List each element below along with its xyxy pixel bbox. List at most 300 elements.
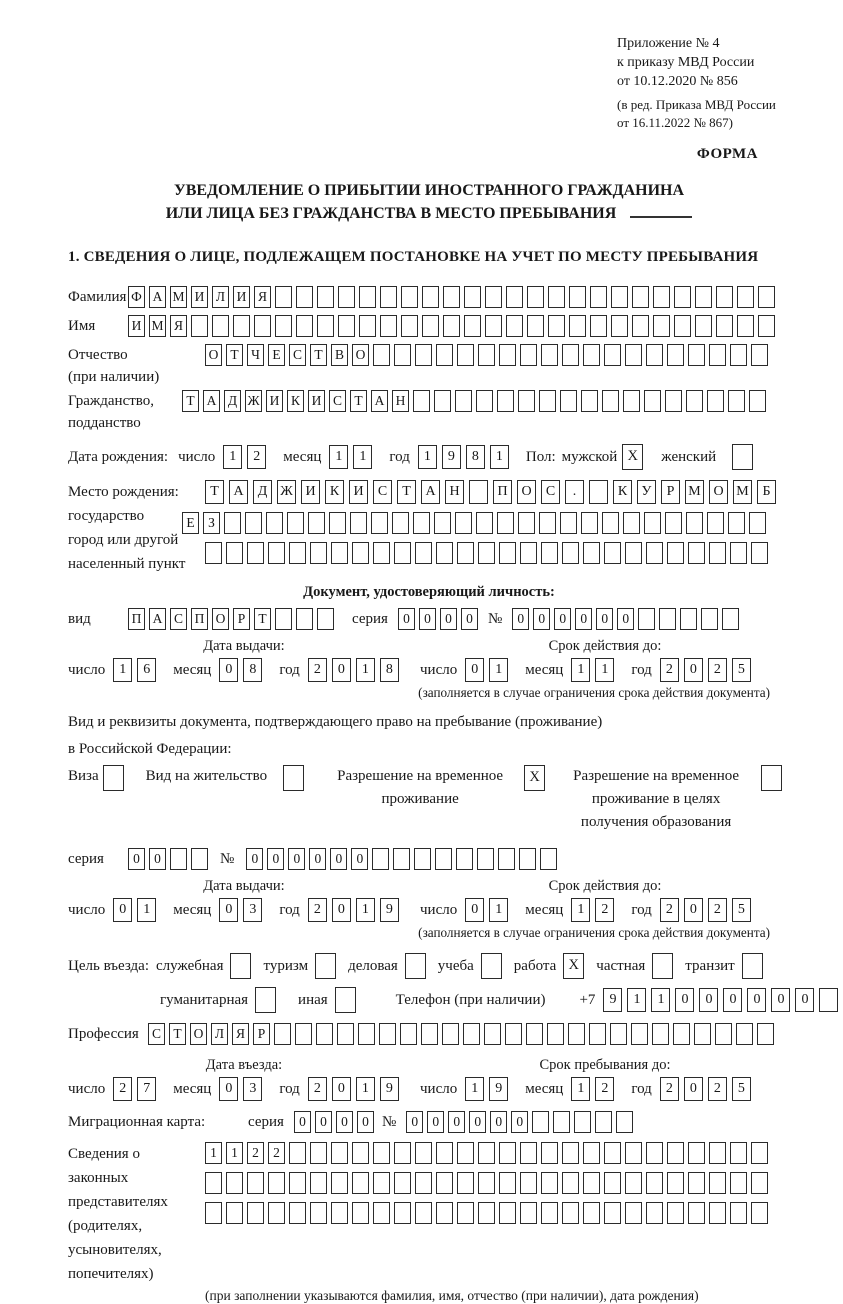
char-cell[interactable] <box>485 315 502 337</box>
char-cell[interactable] <box>499 1172 516 1194</box>
purpose-tourism-checkbox[interactable] <box>315 953 336 979</box>
char-cell[interactable] <box>667 1142 684 1164</box>
profession-cells[interactable] <box>148 1023 778 1045</box>
char-cell[interactable] <box>373 344 390 366</box>
char-cell[interactable] <box>520 542 537 564</box>
char-cell[interactable] <box>644 390 661 412</box>
char-cell[interactable] <box>373 1202 390 1224</box>
char-cell[interactable]: 1 <box>223 445 242 469</box>
purpose-other-checkbox[interactable] <box>335 987 356 1013</box>
char-cell[interactable]: И <box>349 480 368 504</box>
char-cell[interactable]: 0 <box>684 898 703 922</box>
char-cell[interactable] <box>716 286 733 308</box>
char-cell[interactable] <box>275 315 292 337</box>
char-cell[interactable] <box>667 542 684 564</box>
char-cell[interactable] <box>716 315 733 337</box>
char-cell[interactable] <box>709 542 726 564</box>
char-cell[interactable]: 0 <box>219 658 238 682</box>
char-cell[interactable] <box>205 1202 222 1224</box>
char-cell[interactable] <box>308 512 325 534</box>
char-cell[interactable] <box>667 344 684 366</box>
patronymic-cells[interactable] <box>205 344 772 366</box>
char-cell[interactable] <box>310 1172 327 1194</box>
char-cell[interactable] <box>434 512 451 534</box>
char-cell[interactable]: 0 <box>219 898 238 922</box>
char-cell[interactable] <box>602 512 619 534</box>
char-cell[interactable] <box>540 848 557 870</box>
char-cell[interactable]: А <box>421 480 440 504</box>
char-cell[interactable]: 1 <box>571 658 590 682</box>
char-cell[interactable] <box>688 1202 705 1224</box>
char-cell[interactable] <box>749 512 766 534</box>
visa-checkbox[interactable] <box>103 765 124 791</box>
char-cell[interactable]: 1 <box>571 898 590 922</box>
char-cell[interactable] <box>394 1202 411 1224</box>
char-cell[interactable] <box>560 390 577 412</box>
char-cell[interactable] <box>266 512 283 534</box>
char-cell[interactable]: Т <box>254 608 271 630</box>
char-cell[interactable] <box>595 1111 612 1133</box>
legal-representatives-row1[interactable] <box>205 1142 772 1164</box>
char-cell[interactable] <box>296 286 313 308</box>
char-cell[interactable] <box>289 542 306 564</box>
birth-place-row3[interactable] <box>205 542 781 564</box>
char-cell[interactable] <box>604 344 621 366</box>
char-cell[interactable]: Т <box>169 1023 186 1045</box>
char-cell[interactable]: Я <box>170 315 187 337</box>
char-cell[interactable] <box>604 1172 621 1194</box>
char-cell[interactable]: 9 <box>380 1077 399 1101</box>
char-cell[interactable]: 0 <box>219 1077 238 1101</box>
char-cell[interactable] <box>574 1111 591 1133</box>
char-cell[interactable] <box>562 1172 579 1194</box>
char-cell[interactable]: О <box>190 1023 207 1045</box>
char-cell[interactable] <box>352 1142 369 1164</box>
char-cell[interactable] <box>499 1142 516 1164</box>
doc-series-cells[interactable] <box>398 608 482 630</box>
char-cell[interactable]: Т <box>182 390 199 412</box>
purpose-business-checkbox[interactable] <box>405 953 426 979</box>
char-cell[interactable] <box>464 315 481 337</box>
char-cell[interactable] <box>401 315 418 337</box>
char-cell[interactable] <box>413 390 430 412</box>
char-cell[interactable]: С <box>373 480 392 504</box>
char-cell[interactable] <box>686 390 703 412</box>
char-cell[interactable] <box>476 390 493 412</box>
char-cell[interactable]: А <box>371 390 388 412</box>
char-cell[interactable]: М <box>685 480 704 504</box>
char-cell[interactable]: 2 <box>308 898 327 922</box>
char-cell[interactable] <box>707 390 724 412</box>
char-cell[interactable] <box>476 512 493 534</box>
char-cell[interactable] <box>436 1172 453 1194</box>
char-cell[interactable]: 1 <box>113 658 132 682</box>
char-cell[interactable] <box>191 848 208 870</box>
char-cell[interactable] <box>751 1172 768 1194</box>
char-cell[interactable]: 0 <box>332 1077 351 1101</box>
char-cell[interactable] <box>583 1142 600 1164</box>
char-cell[interactable] <box>632 286 649 308</box>
char-cell[interactable]: 0 <box>246 848 263 870</box>
char-cell[interactable]: Ф <box>128 286 145 308</box>
char-cell[interactable] <box>737 315 754 337</box>
char-cell[interactable] <box>352 1202 369 1224</box>
char-cell[interactable]: С <box>148 1023 165 1045</box>
char-cell[interactable]: 1 <box>356 898 375 922</box>
char-cell[interactable] <box>289 1172 306 1194</box>
char-cell[interactable] <box>673 1023 690 1045</box>
char-cell[interactable] <box>688 542 705 564</box>
char-cell[interactable]: 0 <box>288 848 305 870</box>
char-cell[interactable] <box>329 512 346 534</box>
char-cell[interactable]: Т <box>350 390 367 412</box>
legal-representatives-row3[interactable] <box>205 1202 772 1224</box>
char-cell[interactable] <box>415 1142 432 1164</box>
char-cell[interactable] <box>568 1023 585 1045</box>
char-cell[interactable] <box>331 542 348 564</box>
char-cell[interactable] <box>581 390 598 412</box>
char-cell[interactable]: И <box>301 480 320 504</box>
char-cell[interactable]: С <box>170 608 187 630</box>
char-cell[interactable] <box>478 542 495 564</box>
char-cell[interactable] <box>414 848 431 870</box>
char-cell[interactable] <box>254 315 271 337</box>
char-cell[interactable]: 7 <box>137 1077 156 1101</box>
char-cell[interactable] <box>674 315 691 337</box>
char-cell[interactable] <box>730 1202 747 1224</box>
char-cell[interactable] <box>728 512 745 534</box>
char-cell[interactable] <box>350 512 367 534</box>
char-cell[interactable]: 8 <box>466 445 485 469</box>
phone-cells[interactable] <box>603 988 843 1012</box>
char-cell[interactable] <box>625 1202 642 1224</box>
char-cell[interactable] <box>527 286 544 308</box>
char-cell[interactable] <box>646 344 663 366</box>
char-cell[interactable] <box>506 315 523 337</box>
char-cell[interactable] <box>394 1142 411 1164</box>
char-cell[interactable] <box>394 1172 411 1194</box>
char-cell[interactable] <box>625 542 642 564</box>
char-cell[interactable] <box>478 1142 495 1164</box>
char-cell[interactable] <box>310 1202 327 1224</box>
char-cell[interactable] <box>457 542 474 564</box>
char-cell[interactable] <box>310 542 327 564</box>
char-cell[interactable]: 0 <box>309 848 326 870</box>
char-cell[interactable]: 2 <box>268 1142 285 1164</box>
char-cell[interactable] <box>709 1142 726 1164</box>
char-cell[interactable]: 1 <box>353 445 372 469</box>
char-cell[interactable] <box>499 344 516 366</box>
char-cell[interactable] <box>730 344 747 366</box>
char-cell[interactable]: И <box>128 315 145 337</box>
char-cell[interactable] <box>602 390 619 412</box>
char-cell[interactable] <box>541 1142 558 1164</box>
char-cell[interactable] <box>415 344 432 366</box>
char-cell[interactable]: И <box>233 286 250 308</box>
char-cell[interactable] <box>562 1142 579 1164</box>
char-cell[interactable] <box>352 542 369 564</box>
char-cell[interactable] <box>701 608 718 630</box>
char-cell[interactable]: 5 <box>732 1077 751 1101</box>
char-cell[interactable] <box>646 542 663 564</box>
char-cell[interactable] <box>317 315 334 337</box>
char-cell[interactable]: 0 <box>330 848 347 870</box>
char-cell[interactable]: 1 <box>489 658 508 682</box>
char-cell[interactable] <box>442 1023 459 1045</box>
char-cell[interactable] <box>352 1172 369 1194</box>
char-cell[interactable]: Л <box>212 286 229 308</box>
char-cell[interactable] <box>758 286 775 308</box>
char-cell[interactable]: З <box>203 512 220 534</box>
char-cell[interactable]: 2 <box>660 898 679 922</box>
char-cell[interactable] <box>680 608 697 630</box>
char-cell[interactable] <box>532 1111 549 1133</box>
char-cell[interactable] <box>589 1023 606 1045</box>
char-cell[interactable]: 0 <box>448 1111 465 1133</box>
char-cell[interactable]: 3 <box>243 1077 262 1101</box>
char-cell[interactable] <box>331 1202 348 1224</box>
char-cell[interactable] <box>730 1172 747 1194</box>
char-cell[interactable]: Е <box>182 512 199 534</box>
char-cell[interactable]: 2 <box>247 1142 264 1164</box>
char-cell[interactable] <box>485 286 502 308</box>
char-cell[interactable]: 0 <box>554 608 571 630</box>
char-cell[interactable] <box>604 542 621 564</box>
char-cell[interactable]: А <box>229 480 248 504</box>
legal-representatives-row2[interactable] <box>205 1172 772 1194</box>
char-cell[interactable]: С <box>541 480 560 504</box>
char-cell[interactable]: 1 <box>595 658 614 682</box>
char-cell[interactable] <box>457 1172 474 1194</box>
char-cell[interactable] <box>436 344 453 366</box>
migration-series-cells[interactable] <box>294 1111 378 1133</box>
char-cell[interactable] <box>709 1202 726 1224</box>
char-cell[interactable] <box>422 315 439 337</box>
char-cell[interactable]: 0 <box>512 608 529 630</box>
char-cell[interactable]: 0 <box>440 608 457 630</box>
char-cell[interactable] <box>226 542 243 564</box>
char-cell[interactable]: 0 <box>294 1111 311 1133</box>
char-cell[interactable] <box>359 286 376 308</box>
char-cell[interactable]: 8 <box>380 658 399 682</box>
char-cell[interactable] <box>457 344 474 366</box>
char-cell[interactable] <box>331 1172 348 1194</box>
char-cell[interactable] <box>394 542 411 564</box>
char-cell[interactable] <box>694 1023 711 1045</box>
char-cell[interactable] <box>562 1202 579 1224</box>
char-cell[interactable]: 0 <box>490 1111 507 1133</box>
purpose-private-checkbox[interactable] <box>652 953 673 979</box>
char-cell[interactable]: 0 <box>511 1111 528 1133</box>
char-cell[interactable] <box>469 480 488 504</box>
char-cell[interactable] <box>590 286 607 308</box>
char-cell[interactable] <box>316 1023 333 1045</box>
char-cell[interactable]: 2 <box>247 445 266 469</box>
char-cell[interactable] <box>289 1202 306 1224</box>
char-cell[interactable] <box>623 390 640 412</box>
char-cell[interactable] <box>581 512 598 534</box>
char-cell[interactable] <box>268 542 285 564</box>
char-cell[interactable] <box>604 1202 621 1224</box>
char-cell[interactable] <box>247 542 264 564</box>
char-cell[interactable] <box>749 390 766 412</box>
char-cell[interactable]: 0 <box>128 848 145 870</box>
char-cell[interactable]: 2 <box>708 898 727 922</box>
char-cell[interactable]: 0 <box>113 898 132 922</box>
char-cell[interactable]: А <box>203 390 220 412</box>
char-cell[interactable]: 2 <box>708 658 727 682</box>
char-cell[interactable]: 5 <box>732 898 751 922</box>
char-cell[interactable]: 0 <box>267 848 284 870</box>
char-cell[interactable] <box>569 286 586 308</box>
char-cell[interactable] <box>247 1172 264 1194</box>
char-cell[interactable]: С <box>289 344 306 366</box>
char-cell[interactable] <box>338 286 355 308</box>
char-cell[interactable]: 2 <box>660 1077 679 1101</box>
char-cell[interactable] <box>295 1023 312 1045</box>
char-cell[interactable]: 0 <box>332 898 351 922</box>
char-cell[interactable]: 0 <box>461 608 478 630</box>
char-cell[interactable] <box>653 315 670 337</box>
char-cell[interactable]: Д <box>224 390 241 412</box>
char-cell[interactable] <box>435 848 452 870</box>
char-cell[interactable]: Ч <box>247 344 264 366</box>
char-cell[interactable]: 9 <box>603 988 622 1012</box>
char-cell[interactable]: 0 <box>575 608 592 630</box>
char-cell[interactable] <box>548 286 565 308</box>
char-cell[interactable] <box>317 286 334 308</box>
char-cell[interactable]: Р <box>233 608 250 630</box>
migration-number-cells[interactable] <box>406 1111 637 1133</box>
char-cell[interactable] <box>497 512 514 534</box>
char-cell[interactable] <box>518 512 535 534</box>
char-cell[interactable]: 0 <box>332 658 351 682</box>
char-cell[interactable]: 1 <box>651 988 670 1012</box>
char-cell[interactable]: К <box>613 480 632 504</box>
char-cell[interactable] <box>610 1023 627 1045</box>
char-cell[interactable]: 9 <box>380 898 399 922</box>
gender-male-checkbox[interactable]: X <box>622 444 643 470</box>
char-cell[interactable]: 0 <box>419 608 436 630</box>
char-cell[interactable] <box>372 848 389 870</box>
char-cell[interactable]: 1 <box>205 1142 222 1164</box>
char-cell[interactable] <box>616 1111 633 1133</box>
char-cell[interactable] <box>296 315 313 337</box>
char-cell[interactable]: К <box>287 390 304 412</box>
char-cell[interactable] <box>707 512 724 534</box>
char-cell[interactable]: П <box>191 608 208 630</box>
char-cell[interactable] <box>665 390 682 412</box>
residence-permit-checkbox[interactable] <box>283 765 304 791</box>
char-cell[interactable]: 9 <box>442 445 461 469</box>
char-cell[interactable] <box>287 512 304 534</box>
char-cell[interactable] <box>373 1172 390 1194</box>
char-cell[interactable] <box>392 512 409 534</box>
char-cell[interactable] <box>455 390 472 412</box>
purpose-transit-checkbox[interactable] <box>742 953 763 979</box>
char-cell[interactable] <box>674 286 691 308</box>
char-cell[interactable] <box>359 315 376 337</box>
char-cell[interactable]: 0 <box>596 608 613 630</box>
char-cell[interactable] <box>632 315 649 337</box>
char-cell[interactable]: 0 <box>684 658 703 682</box>
char-cell[interactable] <box>646 1142 663 1164</box>
char-cell[interactable]: 1 <box>356 1077 375 1101</box>
char-cell[interactable] <box>484 1023 501 1045</box>
char-cell[interactable] <box>751 1202 768 1224</box>
char-cell[interactable]: Р <box>253 1023 270 1045</box>
char-cell[interactable]: П <box>493 480 512 504</box>
char-cell[interactable] <box>520 344 537 366</box>
char-cell[interactable] <box>400 1023 417 1045</box>
char-cell[interactable] <box>191 315 208 337</box>
char-cell[interactable] <box>506 286 523 308</box>
char-cell[interactable]: Д <box>253 480 272 504</box>
char-cell[interactable]: 1 <box>465 1077 484 1101</box>
char-cell[interactable] <box>646 1202 663 1224</box>
doc-number-cells[interactable] <box>512 608 743 630</box>
birth-place-row1[interactable] <box>205 480 781 504</box>
char-cell[interactable]: 2 <box>308 1077 327 1101</box>
char-cell[interactable]: Ж <box>245 390 262 412</box>
char-cell[interactable] <box>434 390 451 412</box>
char-cell[interactable] <box>393 848 410 870</box>
char-cell[interactable]: 0 <box>684 1077 703 1101</box>
char-cell[interactable] <box>715 1023 732 1045</box>
char-cell[interactable] <box>730 542 747 564</box>
char-cell[interactable]: 1 <box>418 445 437 469</box>
residence-series-cells[interactable] <box>128 848 212 870</box>
char-cell[interactable]: 0 <box>149 848 166 870</box>
char-cell[interactable] <box>289 1142 306 1164</box>
char-cell[interactable] <box>205 542 222 564</box>
char-cell[interactable] <box>709 1172 726 1194</box>
char-cell[interactable] <box>547 1023 564 1045</box>
char-cell[interactable] <box>757 1023 774 1045</box>
char-cell[interactable]: 0 <box>533 608 550 630</box>
char-cell[interactable] <box>497 390 514 412</box>
char-cell[interactable] <box>245 512 262 534</box>
char-cell[interactable] <box>751 344 768 366</box>
char-cell[interactable] <box>688 344 705 366</box>
char-cell[interactable]: А <box>149 608 166 630</box>
char-cell[interactable]: М <box>733 480 752 504</box>
char-cell[interactable] <box>644 512 661 534</box>
char-cell[interactable] <box>379 1023 396 1045</box>
char-cell[interactable]: 3 <box>243 898 262 922</box>
char-cell[interactable] <box>373 1142 390 1164</box>
char-cell[interactable]: И <box>266 390 283 412</box>
char-cell[interactable] <box>317 608 334 630</box>
char-cell[interactable] <box>709 344 726 366</box>
char-cell[interactable]: 0 <box>315 1111 332 1133</box>
char-cell[interactable] <box>659 608 676 630</box>
char-cell[interactable]: 1 <box>137 898 156 922</box>
char-cell[interactable] <box>498 848 515 870</box>
char-cell[interactable] <box>274 1023 291 1045</box>
char-cell[interactable]: 0 <box>699 988 718 1012</box>
char-cell[interactable] <box>205 1172 222 1194</box>
char-cell[interactable] <box>736 1023 753 1045</box>
char-cell[interactable] <box>667 1172 684 1194</box>
char-cell[interactable] <box>456 848 473 870</box>
temp-residence-education-checkbox[interactable] <box>761 765 782 791</box>
char-cell[interactable]: И <box>308 390 325 412</box>
char-cell[interactable] <box>625 1142 642 1164</box>
temp-residence-checkbox[interactable]: X <box>524 765 545 791</box>
char-cell[interactable]: 0 <box>427 1111 444 1133</box>
char-cell[interactable] <box>247 1202 264 1224</box>
